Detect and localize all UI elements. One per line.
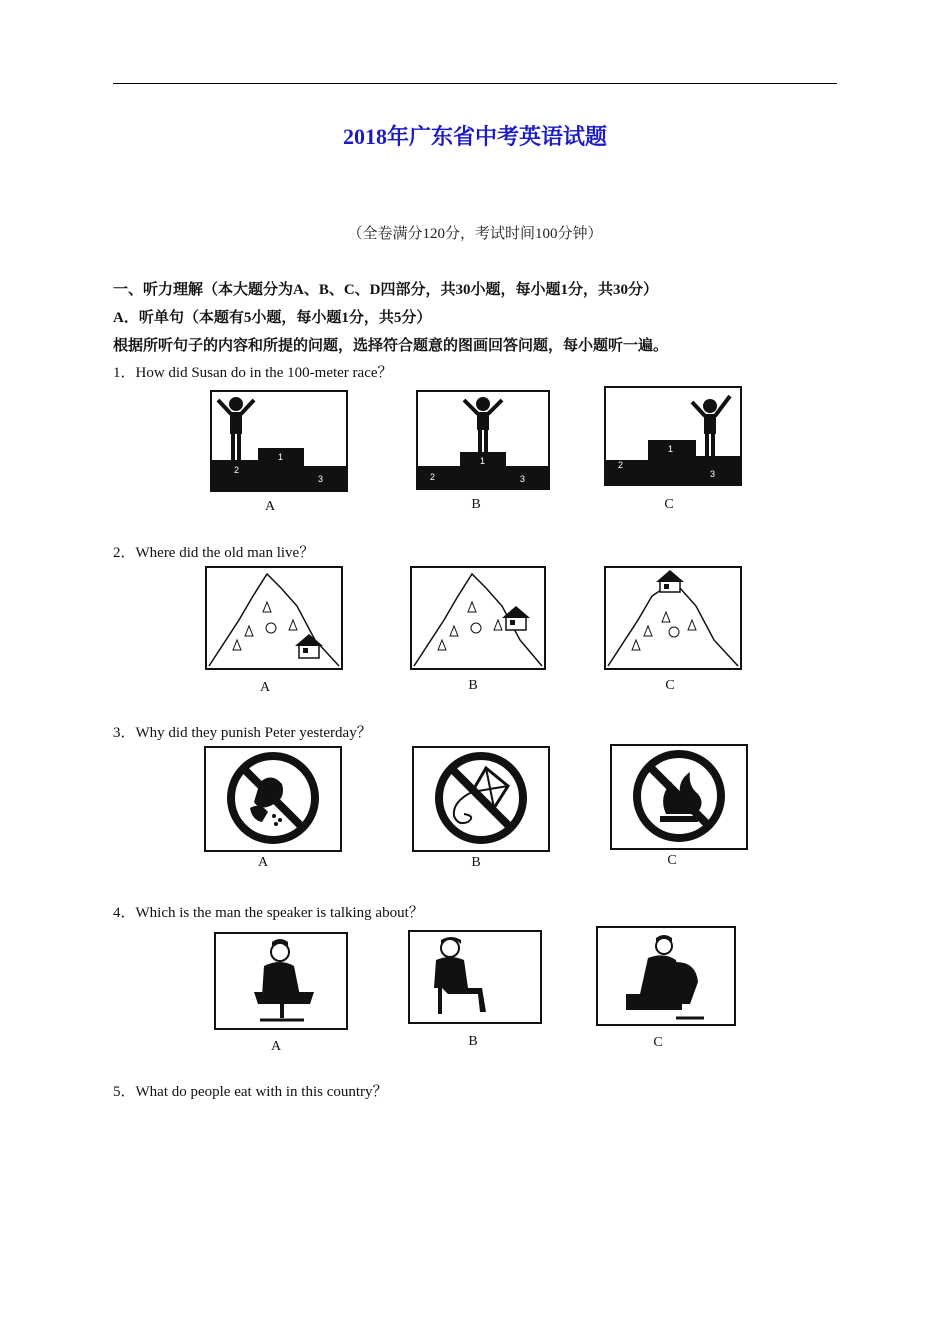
q1-option-b-image bbox=[416, 390, 550, 490]
q3-option-b-image bbox=[412, 746, 550, 852]
podium-number-1: 1 bbox=[480, 456, 486, 466]
q4-option-c-image bbox=[596, 926, 736, 1026]
q2-option-c-label: C bbox=[665, 678, 675, 693]
question-1: 1．How did Susan do in the 100-meter race？ bbox=[113, 365, 393, 381]
q3-option-a-label: A bbox=[257, 855, 269, 870]
q4-option-b-label: B bbox=[468, 1034, 478, 1049]
q3-option-c-image bbox=[610, 744, 748, 850]
question-4: 4．Which is the man the speaker is talking about？ bbox=[113, 905, 424, 921]
podium-number-2: 2 bbox=[618, 460, 624, 470]
q3-option-a-image bbox=[204, 746, 342, 852]
podium-number-2: 2 bbox=[430, 472, 436, 482]
podium-number-3: 3 bbox=[520, 474, 526, 484]
q1-option-b-label: B bbox=[471, 497, 481, 512]
exam-info: （全卷满分120分，考试时间100分钟） bbox=[347, 226, 603, 242]
q1-option-a-image bbox=[210, 390, 348, 492]
q2-option-a-label: A bbox=[259, 680, 271, 695]
q3-option-b-label: B bbox=[471, 855, 481, 870]
podium-number-1: 1 bbox=[278, 452, 284, 462]
q4-option-b-image bbox=[408, 930, 542, 1024]
podium-number-1: 1 bbox=[668, 444, 674, 454]
q4-option-a-image bbox=[214, 932, 348, 1030]
podium-number-3: 3 bbox=[318, 474, 324, 484]
q3-option-c-label: C bbox=[667, 853, 677, 868]
q1-option-c-label: C bbox=[664, 497, 674, 512]
q4-option-c-label: C bbox=[653, 1035, 663, 1050]
q4-option-a-label: A bbox=[270, 1039, 282, 1054]
question-2: 2．Where did the old man live？ bbox=[113, 545, 315, 561]
q1-option-c-image bbox=[604, 386, 742, 486]
page-title: 2018年广东省中考英语试题 bbox=[342, 124, 607, 149]
q2-option-b-label: B bbox=[468, 678, 478, 693]
question-5: 5．What do people eat with in this country？ bbox=[113, 1084, 388, 1100]
question-3: 3．Why did they punish Peter yesterday？ bbox=[113, 725, 372, 741]
podium-number-2: 2 bbox=[234, 465, 240, 475]
top-rule bbox=[113, 83, 837, 84]
instructions: 根据所听句子的内容和所提的问题，选择符合题意的图画回答问题，每小题听一遍。 bbox=[113, 338, 669, 354]
q1-option-a-label: A bbox=[264, 499, 276, 514]
q2-option-b-image bbox=[410, 566, 546, 670]
q2-option-c-image bbox=[604, 566, 742, 670]
part-heading: A．听单句（本题有5小题，每小题1分，共5分） bbox=[113, 310, 432, 326]
q2-option-a-image bbox=[205, 566, 343, 670]
section-heading: 一、听力理解（本大题分为A、B、C、D四部分，共30小题，每小题1分，共30分） bbox=[113, 282, 659, 298]
podium-number-3: 3 bbox=[710, 469, 716, 479]
